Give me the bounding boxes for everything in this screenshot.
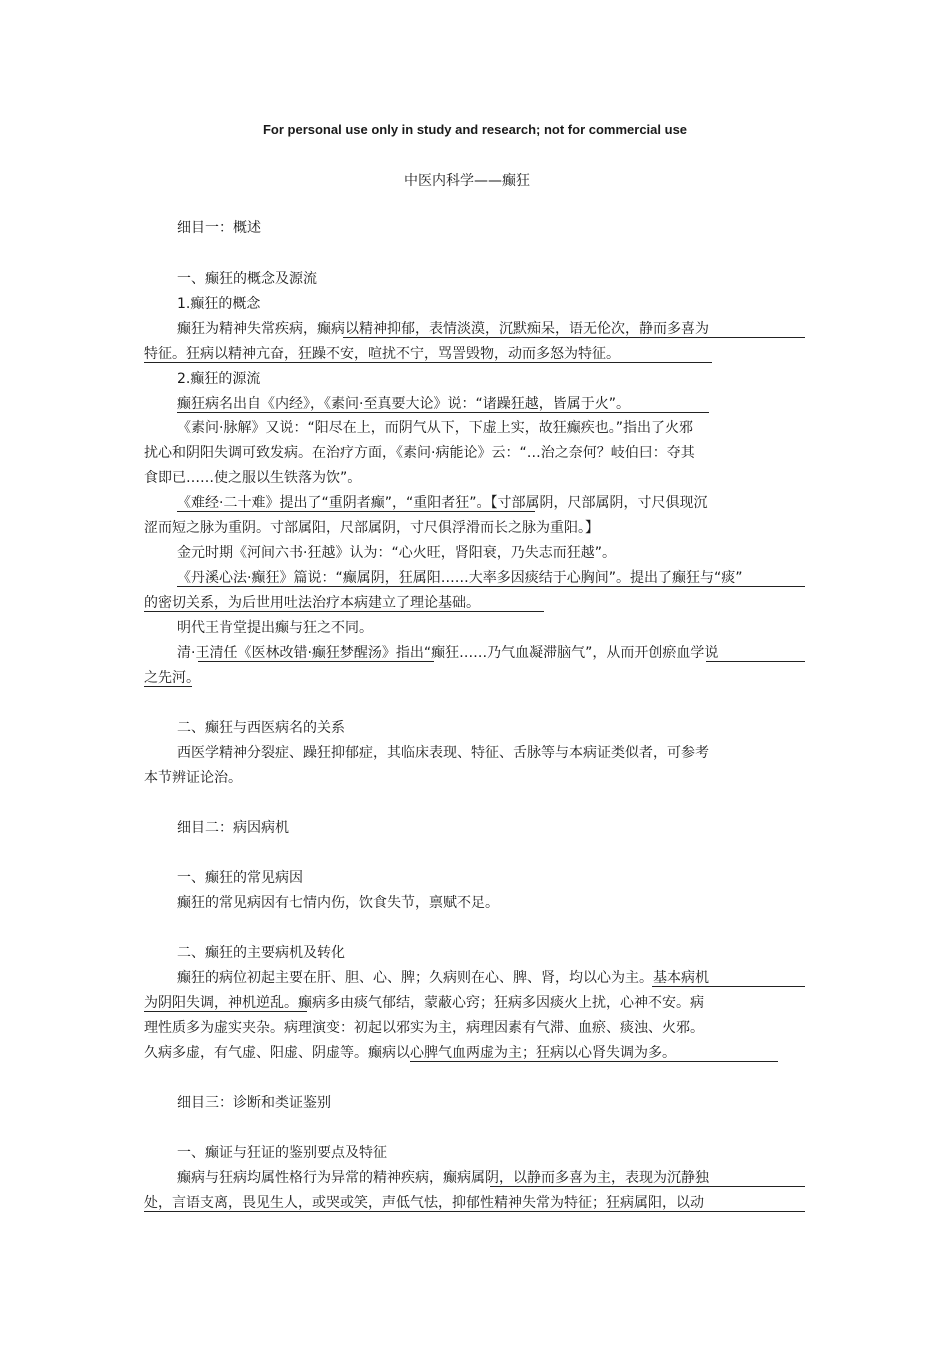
subsection-heading: 1.癫狂的概念	[177, 296, 261, 312]
underline-rule	[177, 511, 535, 512]
underline-rule	[144, 686, 192, 687]
paragraph-line: 的密切关系，为后世用吐法治疗本病建立了理论基础。	[144, 595, 480, 611]
paragraph-line: 癫狂的病位初起主要在肝、胆、心、脾；久病则在心、脾、肾，均以心为主。基本病机	[177, 970, 709, 986]
subsection-heading: 一、癫证与狂证的鉴别要点及特征	[177, 1145, 387, 1161]
paragraph-line: 癫狂病名出自《内经》，《素问·至真要大论》说：“诸躁狂越，皆属于火”。	[177, 396, 630, 412]
document-title: 中医内科学——癫狂	[404, 173, 530, 189]
underline-rule	[144, 1211, 805, 1212]
subsection-heading: 一、癫狂的常见病因	[177, 870, 303, 886]
paragraph-line: 之先河。	[144, 670, 200, 686]
paragraph-line: 扰心和阴阳失调可致发病。在治疗方面，《素问·病能论》云：“…治之奈何？岐伯曰：夺其	[144, 445, 695, 461]
underline-rule	[652, 986, 805, 987]
paragraph-line: 《丹溪心法·癫狂》篇说：“癫属阴，狂属阳……大率多因痰结于心胸间”。提出了癫狂与“痰”	[177, 570, 743, 586]
underline-rule	[144, 611, 544, 612]
underline-rule	[198, 661, 434, 662]
underline-rule	[343, 337, 805, 338]
underline-rule	[706, 661, 805, 662]
paragraph-line: 食即已……使之服以生铁落为饮”。	[144, 470, 362, 486]
paragraph-line: 《素问·脉解》又说：“阳尽在上，而阴气从下，下虚上实，故狂癫疾也。”指出了火邪	[177, 420, 693, 436]
underline-rule	[490, 1186, 805, 1187]
subsection-heading: 一、癫狂的概念及源流	[177, 271, 317, 287]
paragraph-line: 癫狂的常见病因有七情内伤，饮食失节，禀赋不足。	[177, 895, 499, 911]
subsection-heading: 二、癫狂与西医病名的关系	[177, 720, 345, 736]
paragraph-line: 西医学精神分裂症、躁狂抑郁症，其临床表现、特征、舌脉等与本病证类似者，可参考	[177, 745, 709, 761]
paragraph-line: 处，言语支离，畏见生人，或哭或笑，声低气怯，抑郁性精神失常为特征；狂病属阳，以动	[144, 1195, 704, 1211]
underline-rule	[177, 586, 805, 587]
paragraph-line: 本节辨证论治。	[144, 770, 242, 786]
underline-rule	[144, 362, 712, 363]
underline-rule	[410, 1061, 778, 1062]
paragraph-line: 癫狂为精神失常疾病，癫病以精神抑郁，表情淡漠，沉默痴呆，语无伦次，静而多喜为	[177, 321, 709, 337]
paragraph-line: 《难经·二十难》提出了“重阴者癫”，“重阳者狂”。【寸部属阴，尺部属阴，寸尺俱现沉	[177, 495, 708, 511]
section-heading: 细目三：诊断和类证鉴别	[177, 1095, 331, 1111]
paragraph-line: 金元时期《河间六书·狂越》认为：“心火旺，肾阳衰，乃失志而狂越”。	[177, 545, 616, 561]
paragraph-line: 特征。狂病以精神亢奋，狂躁不安，喧扰不宁，骂詈毁物，动而多怒为特征。	[144, 346, 620, 362]
paragraph-line: 久病多虚，有气虚、阳虚、阴虚等。癫病以心脾气血两虚为主；狂病以心肾失调为多。	[144, 1045, 676, 1061]
section-heading: 细目一：概述	[177, 220, 261, 236]
paragraph-line: 癫病与狂病均属性格行为异常的精神疾病，癫病属阴，以静而多喜为主，表现为沉静独	[177, 1170, 709, 1186]
paragraph-line: 涩而短之脉为重阴。寸部属阳，尺部属阴，寸尺俱浮滑而长之脉为重阳。】	[144, 520, 599, 536]
paragraph-line: 为阴阳失调，神机逆乱。癫病多由痰气郁结，蒙蔽心窍；狂病多因痰火上扰，心神不安。病	[144, 995, 704, 1011]
underline-rule	[144, 1011, 307, 1012]
paragraph-line: 清·王清任《医林改错·癫狂梦醒汤》指出“癫狂……乃气血凝滞脑气”，从而开创瘀血学说	[177, 645, 719, 661]
underline-rule	[177, 412, 709, 413]
subsection-heading: 二、癫狂的主要病机及转化	[177, 945, 345, 961]
paragraph-line: 理性质多为虚实夹杂。病理演变：初起以邪实为主，病理因素有气滞、血瘀、痰浊、火邪。	[144, 1020, 704, 1036]
subsection-heading: 2.癫狂的源流	[177, 371, 261, 387]
usage-banner: For personal use only in study and research; not for commercial use	[262, 122, 688, 137]
paragraph-line: 明代王肯堂提出癫与狂之不同。	[177, 620, 373, 636]
section-heading: 细目二：病因病机	[177, 820, 289, 836]
